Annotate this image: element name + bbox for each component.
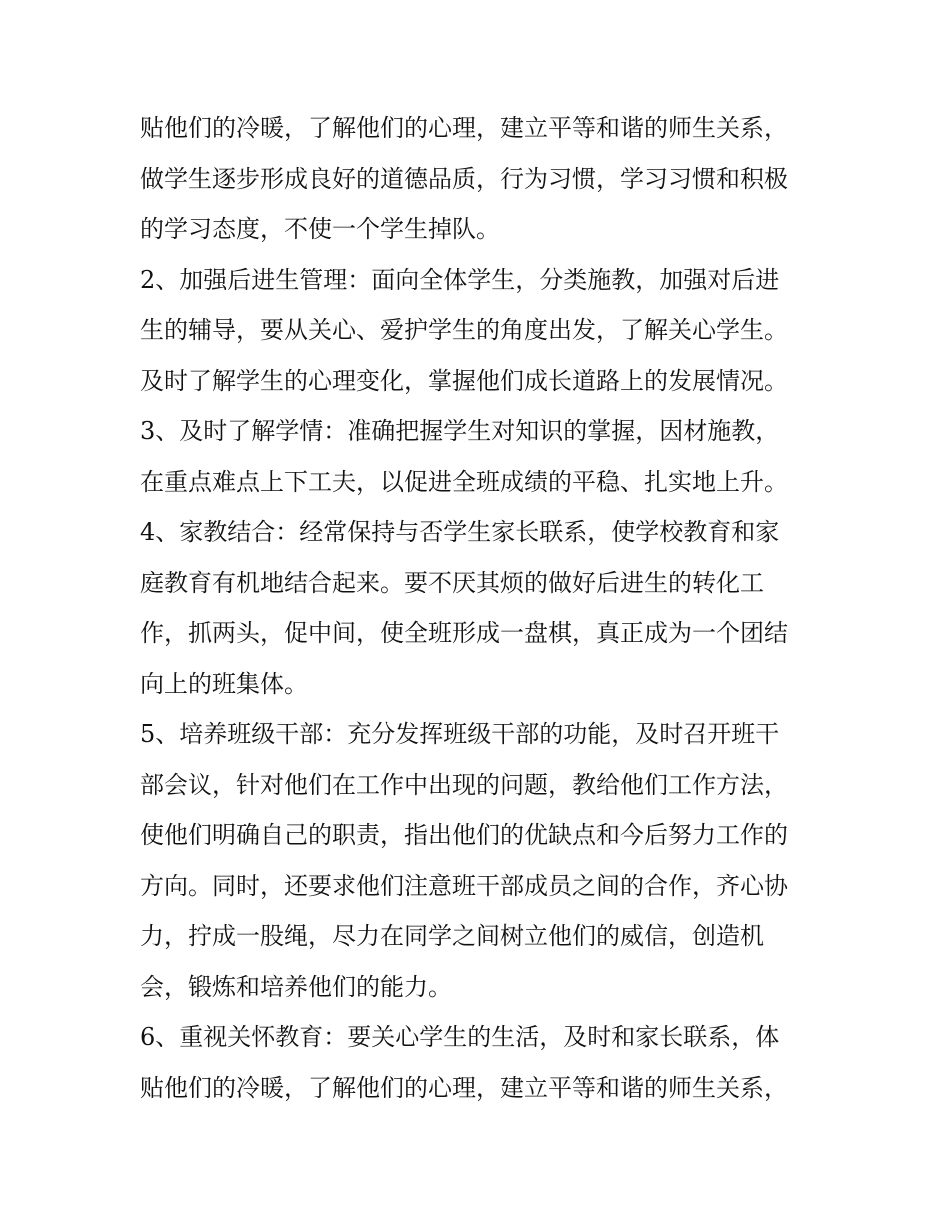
- text-line: 会，锻炼和培养他们的能力。: [140, 972, 452, 1001]
- text-line: 在重点难点上下工夫，以促进全班成绩的平稳、扎实地上升。: [140, 467, 788, 496]
- text-line: 作，抓两头，促中间，使全班形成一盘棋，真正成为一个团结: [140, 619, 788, 647]
- text-line: 4、家教结合：经常保持与否学生家长联系，使学校教育和家: [140, 518, 780, 546]
- text-line: 方向。同时，还要求他们注意班干部成员之间的合作，齐心协: [140, 871, 788, 900]
- text-line: 力，拧成一股绳，尽力在同学之间树立他们的威信，创造机: [140, 922, 764, 950]
- text-line: 贴他们的冷暖，了解他们的心理，建立平等和谐的师生关系，: [140, 1073, 788, 1102]
- text-line: 3、及时了解学情：准确把握学生对知识的掌握，因材施教，: [140, 417, 780, 445]
- text-line: 生的辅导，要从关心、爱护学生的角度出发，了解关心学生。: [140, 316, 788, 344]
- text-line: 庭教育有机地结合起来。要不厌其烦的做好后进生的转化工: [140, 568, 764, 597]
- text-line: 的学习态度，不使一个学生掉队。: [140, 215, 500, 243]
- text-line: 及时了解学生的心理变化，掌握他们成长道路上的发展情况。: [140, 366, 788, 395]
- text-line: 5、培养班级干部：充分发挥班级干部的功能，及时召开班干: [140, 720, 780, 748]
- text-line: 使他们明确自己的职责，指出他们的优缺点和今后努力工作的: [140, 821, 788, 849]
- text-line: 向上的班集体。: [140, 669, 308, 698]
- text-line: 6、重视关怀教育：要关心学生的生活，及时和家长联系，体: [140, 1023, 780, 1051]
- text-line: 2、加强后进生管理：面向全体学生，分类施教，加强对后进: [140, 265, 780, 294]
- document-body: [140, 103, 820, 1113]
- text-line: 做学生逐步形成良好的道德品质，行为习惯，学习习惯和积极: [140, 164, 788, 193]
- text-line: 贴他们的冷暖，了解他们的心理，建立平等和谐的师生关系，: [140, 114, 788, 142]
- text-line: 部会议，针对他们在工作中出现的问题，教给他们工作方法，: [140, 770, 788, 799]
